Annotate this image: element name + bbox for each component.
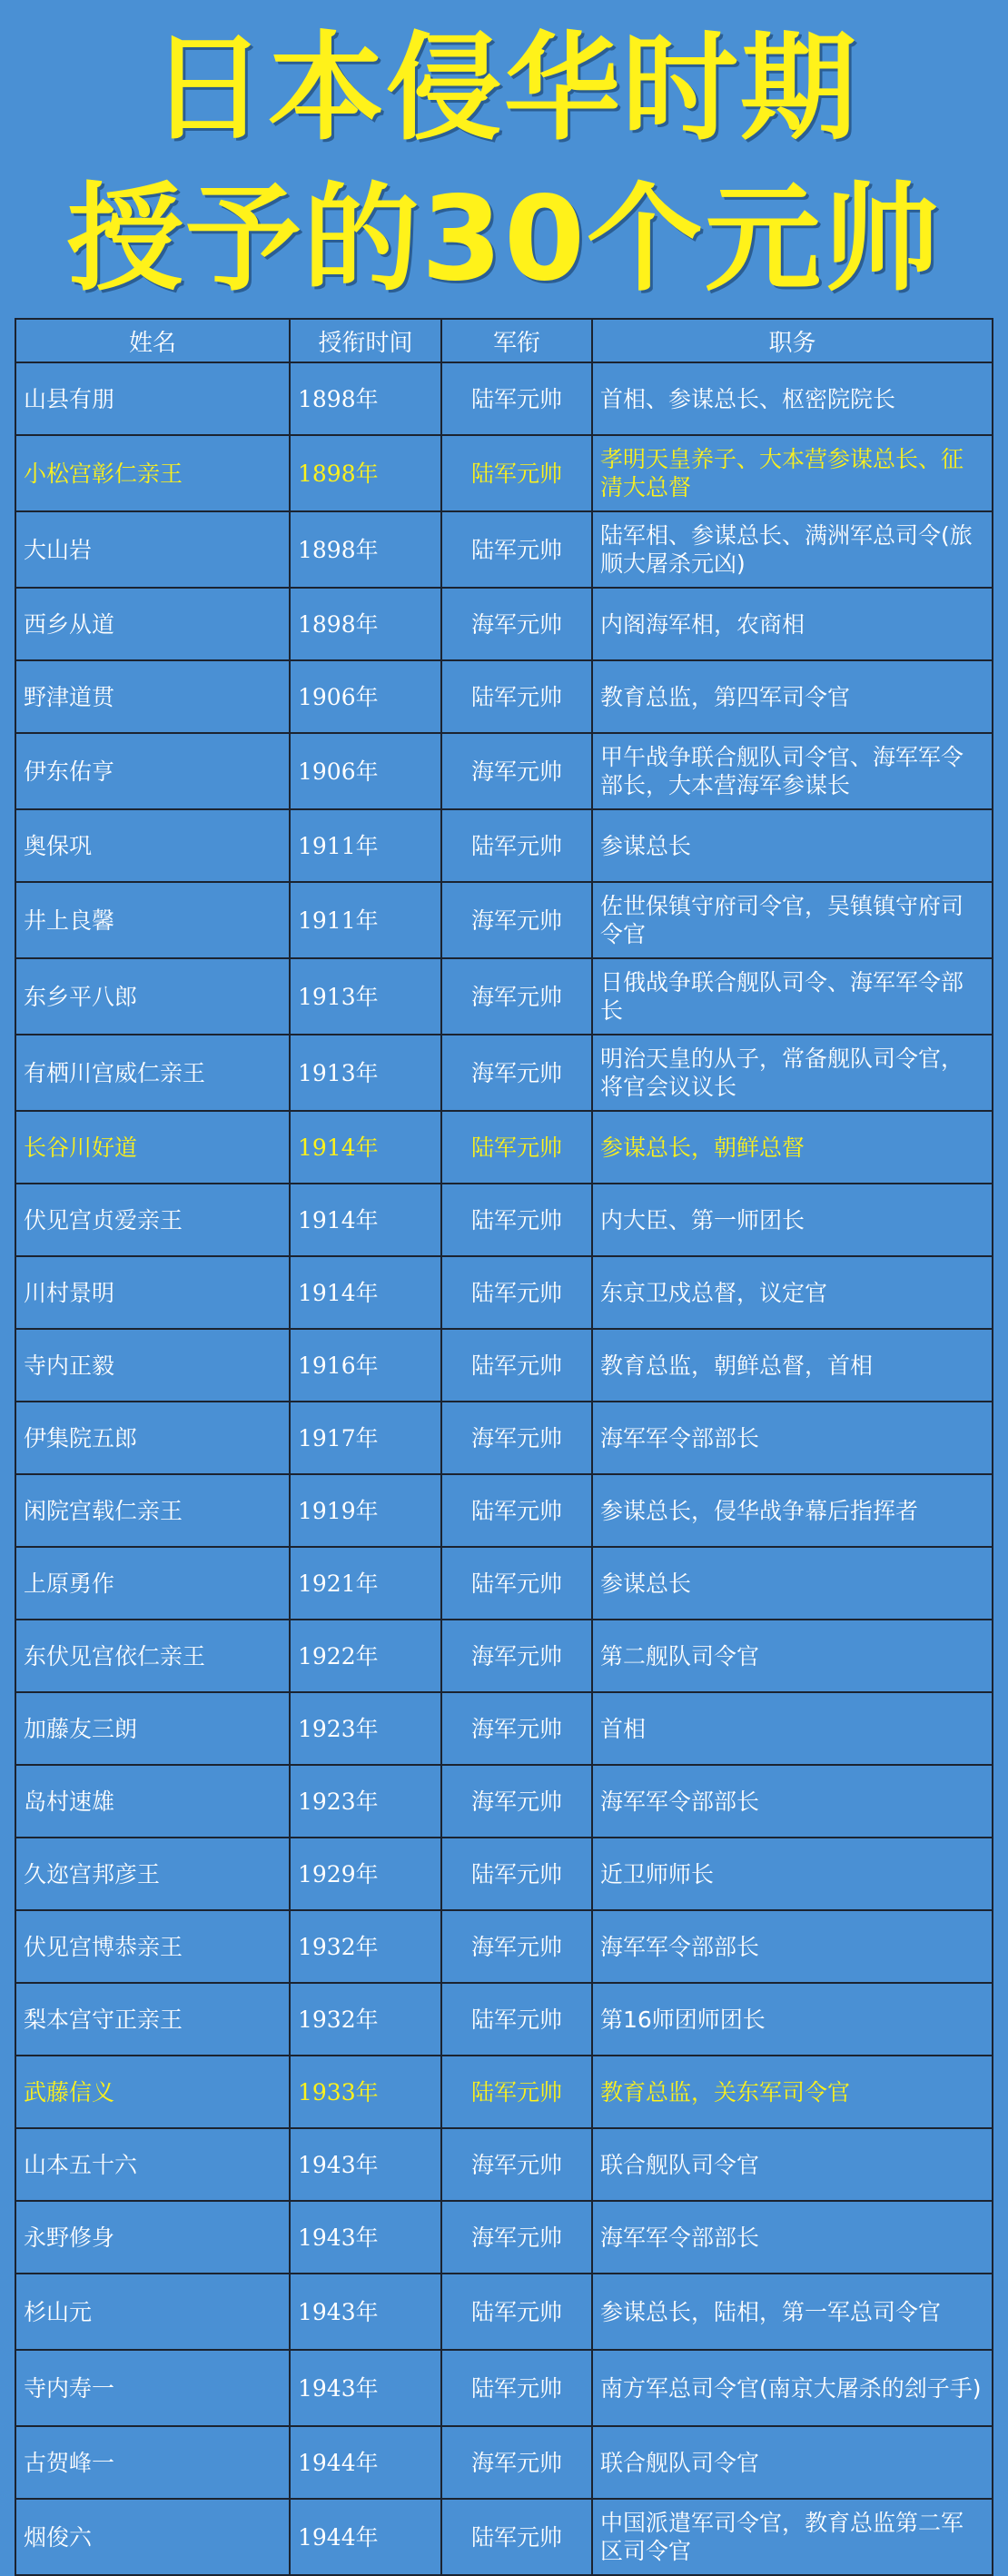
cell-name: 岛村速雄 (15, 1765, 290, 1838)
marshals-table-container (15, 318, 992, 2576)
table-row (15, 511, 993, 588)
cell-rank: 陆军元帅 (441, 1547, 592, 1620)
table-row (15, 660, 993, 733)
cell-rank: 陆军元帅 (441, 2499, 592, 2575)
table-row (15, 1547, 993, 1620)
marshals-table (15, 318, 993, 2576)
cell-duty: 教育总监，朝鲜总督，首相 (592, 1329, 993, 1402)
table-row (15, 1838, 993, 1910)
header-year: 授衔时间 (290, 319, 441, 362)
cell-rank: 海军元帅 (441, 1765, 592, 1838)
cell-name: 西乡从道 (15, 588, 290, 660)
cell-year: 1933年 (290, 2056, 441, 2128)
cell-name: 武藤信义 (15, 2056, 290, 2128)
table-row (15, 1765, 993, 1838)
cell-year: 1943年 (290, 2274, 441, 2350)
cell-year: 1914年 (290, 1184, 441, 1256)
cell-duty: 参谋总长 (592, 1547, 993, 1620)
cell-rank: 海军元帅 (441, 2201, 592, 2274)
cell-name: 山本五十六 (15, 2128, 290, 2201)
cell-duty: 中国派遣军司令官，教育总监第二军区司令官 (592, 2499, 993, 2575)
table-row (15, 1035, 993, 1111)
cell-year: 1911年 (290, 882, 441, 958)
cell-year: 1914年 (290, 1256, 441, 1329)
title-line-1: 日本侵华时期 (149, 21, 858, 156)
cell-rank: 海军元帅 (441, 882, 592, 958)
table-row (15, 1620, 993, 1692)
cell-rank: 陆军元帅 (441, 362, 592, 435)
cell-rank: 海军元帅 (441, 2128, 592, 2201)
title-line-2: 授予的30个元帅 (66, 172, 942, 307)
cell-year: 1943年 (290, 2128, 441, 2201)
table-row (15, 588, 993, 660)
cell-year: 1906年 (290, 660, 441, 733)
table-row (15, 1983, 993, 2056)
cell-name: 川村景明 (15, 1256, 290, 1329)
table-row (15, 1692, 993, 1765)
cell-duty: 内大臣、第一师团长 (592, 1184, 993, 1256)
cell-year: 1944年 (290, 2426, 441, 2499)
cell-year: 1917年 (290, 1402, 441, 1474)
cell-name: 伏见宫博恭亲王 (15, 1910, 290, 1983)
cell-duty: 海军军令部部长 (592, 2201, 993, 2274)
cell-name: 闲院宫载仁亲王 (15, 1474, 290, 1547)
cell-duty: 教育总监，关东军司令官 (592, 2056, 993, 2128)
cell-duty: 佐世保镇守府司令官，吴镇镇守府司令官 (592, 882, 993, 958)
cell-name: 伊东佑亨 (15, 733, 290, 809)
cell-duty: 参谋总长，朝鲜总督 (592, 1111, 993, 1184)
cell-duty: 日俄战争联合舰队司令、海军军令部长 (592, 958, 993, 1035)
table-row (15, 1184, 993, 1256)
cell-rank: 陆军元帅 (441, 435, 592, 511)
table-row (15, 1474, 993, 1547)
table-row (15, 1256, 993, 1329)
title-banner (0, 0, 1008, 318)
cell-name: 寺内寿一 (15, 2350, 290, 2426)
cell-year: 1898年 (290, 362, 441, 435)
cell-name: 山县有朋 (15, 362, 290, 435)
cell-duty: 海军军令部部长 (592, 1910, 993, 1983)
cell-name: 伏见宫贞爱亲王 (15, 1184, 290, 1256)
header-rank: 军衔 (441, 319, 592, 362)
cell-duty: 参谋总长，侵华战争幕后指挥者 (592, 1474, 993, 1547)
table-row (15, 2201, 993, 2274)
cell-duty: 明治天皇的从子，常备舰队司令官，将官会议议长 (592, 1035, 993, 1111)
table-row (15, 1910, 993, 1983)
cell-name: 永野修身 (15, 2201, 290, 2274)
cell-duty: 第16师团师团长 (592, 1983, 993, 2056)
cell-rank: 陆军元帅 (441, 2056, 592, 2128)
cell-rank: 海军元帅 (441, 1620, 592, 1692)
cell-name: 古贺峰一 (15, 2426, 290, 2499)
table-row (15, 2274, 993, 2350)
cell-year: 1914年 (290, 1111, 441, 1184)
cell-duty: 教育总监，第四军司令官 (592, 660, 993, 733)
cell-year: 1922年 (290, 1620, 441, 1692)
header-name: 姓名 (15, 319, 290, 362)
cell-rank: 陆军元帅 (441, 1111, 592, 1184)
cell-name: 大山岩 (15, 511, 290, 588)
cell-duty: 海军军令部部长 (592, 1765, 993, 1838)
cell-rank: 海军元帅 (441, 1692, 592, 1765)
table-row (15, 2350, 993, 2426)
cell-name: 奥保巩 (15, 809, 290, 882)
table-row (15, 2056, 993, 2128)
cell-name: 小松宫彰仁亲王 (15, 435, 290, 511)
table-row (15, 1329, 993, 1402)
table-row (15, 435, 993, 511)
cell-year: 1943年 (290, 2201, 441, 2274)
table-row (15, 362, 993, 435)
cell-duty: 孝明天皇养子、大本营参谋总长、征清大总督 (592, 435, 993, 511)
cell-rank: 海军元帅 (441, 2426, 592, 2499)
cell-duty: 首相、参谋总长、枢密院院长 (592, 362, 993, 435)
cell-year: 1921年 (290, 1547, 441, 1620)
cell-rank: 陆军元帅 (441, 1184, 592, 1256)
table-row (15, 2499, 993, 2575)
cell-year: 1929年 (290, 1838, 441, 1910)
table-row (15, 882, 993, 958)
cell-year: 1898年 (290, 435, 441, 511)
cell-rank: 陆军元帅 (441, 660, 592, 733)
cell-name: 东乡平八郎 (15, 958, 290, 1035)
cell-rank: 海军元帅 (441, 1402, 592, 1474)
cell-year: 1932年 (290, 1910, 441, 1983)
cell-name: 杉山元 (15, 2274, 290, 2350)
cell-duty: 陆军相、参谋总长、满洲军总司令(旅顺大屠杀元凶) (592, 511, 993, 588)
cell-rank: 陆军元帅 (441, 1983, 592, 2056)
table-row (15, 809, 993, 882)
cell-duty: 参谋总长 (592, 809, 993, 882)
cell-name: 长谷川好道 (15, 1111, 290, 1184)
table-row (15, 2128, 993, 2201)
cell-rank: 海军元帅 (441, 733, 592, 809)
cell-duty: 首相 (592, 1692, 993, 1765)
cell-rank: 海军元帅 (441, 588, 592, 660)
cell-year: 1919年 (290, 1474, 441, 1547)
cell-duty: 南方军总司令官(南京大屠杀的刽子手) (592, 2350, 993, 2426)
cell-name: 井上良馨 (15, 882, 290, 958)
cell-rank: 陆军元帅 (441, 2274, 592, 2350)
cell-year: 1943年 (290, 2350, 441, 2426)
cell-rank: 陆军元帅 (441, 1838, 592, 1910)
cell-duty: 第二舰队司令官 (592, 1620, 993, 1692)
cell-rank: 陆军元帅 (441, 809, 592, 882)
cell-name: 寺内正毅 (15, 1329, 290, 1402)
cell-year: 1916年 (290, 1329, 441, 1402)
cell-rank: 海军元帅 (441, 1910, 592, 1983)
cell-name: 伊集院五郎 (15, 1402, 290, 1474)
cell-name: 烟俊六 (15, 2499, 290, 2575)
cell-name: 有栖川宫威仁亲王 (15, 1035, 290, 1111)
cell-rank: 陆军元帅 (441, 2350, 592, 2426)
cell-name: 久迩宫邦彦王 (15, 1838, 290, 1910)
cell-year: 1913年 (290, 1035, 441, 1111)
cell-duty: 联合舰队司令官 (592, 2426, 993, 2499)
table-row (15, 958, 993, 1035)
header-duty: 职务 (592, 319, 993, 362)
table-row (15, 1402, 993, 1474)
cell-rank: 陆军元帅 (441, 511, 592, 588)
cell-rank: 陆军元帅 (441, 1474, 592, 1547)
cell-duty: 海军军令部部长 (592, 1402, 993, 1474)
cell-name: 野津道贯 (15, 660, 290, 733)
table-row (15, 733, 993, 809)
cell-year: 1911年 (290, 809, 441, 882)
cell-duty: 内阁海军相，农商相 (592, 588, 993, 660)
cell-rank: 海军元帅 (441, 958, 592, 1035)
cell-name: 梨本宫守正亲王 (15, 1983, 290, 2056)
cell-duty: 联合舰队司令官 (592, 2128, 993, 2201)
cell-year: 1923年 (290, 1765, 441, 1838)
cell-year: 1898年 (290, 588, 441, 660)
table-row (15, 1111, 993, 1184)
cell-name: 上原勇作 (15, 1547, 290, 1620)
cell-year: 1898年 (290, 511, 441, 588)
cell-year: 1913年 (290, 958, 441, 1035)
cell-year: 1906年 (290, 733, 441, 809)
cell-year: 1944年 (290, 2499, 441, 2575)
cell-name: 加藤友三朗 (15, 1692, 290, 1765)
cell-duty: 近卫师师长 (592, 1838, 993, 1910)
cell-year: 1932年 (290, 1983, 441, 2056)
cell-rank: 陆军元帅 (441, 1329, 592, 1402)
cell-year: 1923年 (290, 1692, 441, 1765)
cell-duty: 参谋总长，陆相，第一军总司令官 (592, 2274, 993, 2350)
cell-duty: 东京卫戍总督，议定官 (592, 1256, 993, 1329)
table-header-row (15, 319, 993, 362)
cell-rank: 海军元帅 (441, 1035, 592, 1111)
cell-name: 东伏见宫依仁亲王 (15, 1620, 290, 1692)
table-body (15, 362, 993, 2575)
cell-rank: 陆军元帅 (441, 1256, 592, 1329)
table-row (15, 2426, 993, 2499)
cell-duty: 甲午战争联合舰队司令官、海军军令部长，大本营海军参谋长 (592, 733, 993, 809)
